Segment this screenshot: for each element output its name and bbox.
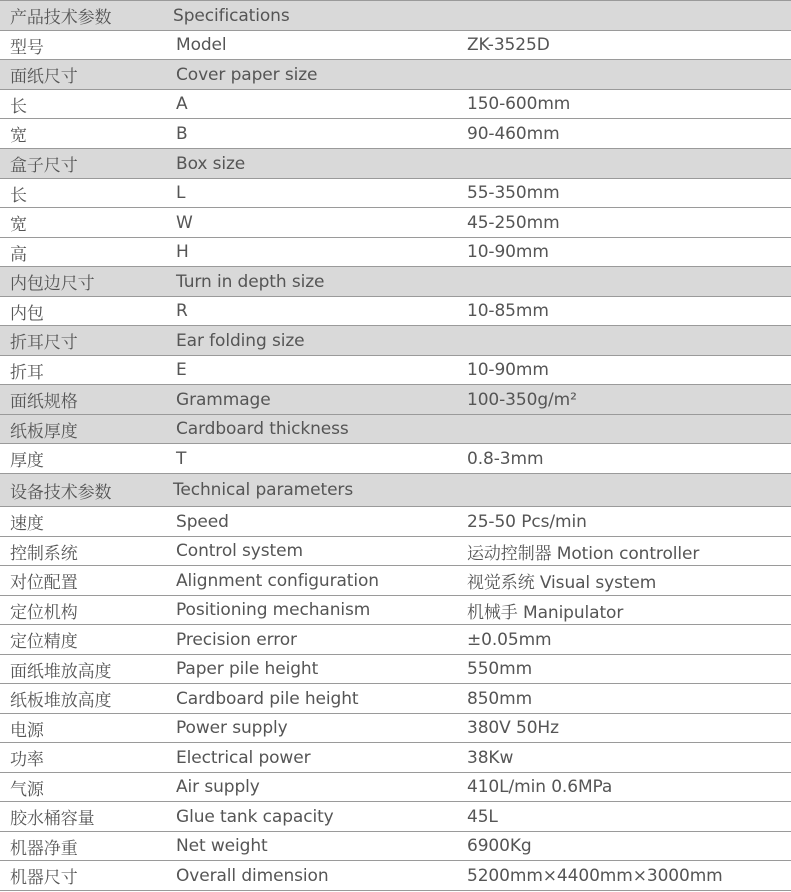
table-row [0,714,791,743]
cell-label-cn: 面纸尺寸 [10,67,78,87]
cell-value: 850mm [467,688,533,709]
table-row [0,31,791,60]
table-row [0,238,791,267]
cell-label-en: Electrical power [176,747,311,768]
cell-label-cn: 气源 [10,779,44,800]
cell-label-cn: 高 [10,244,27,265]
table-row [0,861,791,891]
table-section-row [0,326,791,356]
table-row [0,684,791,714]
cell-value: 10-90mm [467,242,549,262]
cell-label-en: Paper pile height [176,659,319,679]
cell-label-en: Net weight [176,836,268,856]
cell-label-cn: 折耳尺寸 [10,333,78,353]
table-section-row [0,0,791,31]
cell-label-cn: 纸板堆放高度 [10,691,112,711]
cell-label-cn: 长 [10,185,27,206]
cell-label-cn: 折耳 [10,362,44,383]
cell-label-cn: 定位机构 [10,602,78,623]
cell-label-cn: 纸板厚度 [10,421,78,442]
cell-label-cn: 电源 [10,720,44,741]
table-section-row [0,149,791,179]
cell-value: 100-350g/m² [467,389,577,410]
cell-label-cn: 内包 [10,303,44,324]
cell-value: 150-600mm [467,94,571,114]
cell-label-cn: 面纸堆放高度 [10,661,112,682]
cell-label-en: Box size [176,153,246,174]
table-row [0,119,791,149]
cell-value: 55-350mm [467,183,560,203]
table-section-row [0,60,791,90]
cell-label-en: Turn in depth size [176,271,325,292]
cell-value: 5200mm×4400mm×3000mm [467,865,723,886]
cell-value: 视觉系统 Visual system [467,573,657,593]
cell-value: ±0.05mm [467,629,552,650]
cell-label-en: Control system [176,541,303,561]
cell-label-cn: 产品技术参数 [10,8,112,28]
table-row [0,507,791,537]
cell-value: 38Kw [467,747,514,768]
cell-value: 10-85mm [467,301,549,321]
cell-label-en: Grammage [176,389,271,410]
table-row [0,566,791,596]
cell-label-en: Positioning mechanism [176,600,371,620]
cell-value: 550mm [467,659,533,679]
cell-value: 380V 50Hz [467,718,559,738]
cell-label-cn: 控制系统 [10,543,78,564]
cell-label-cn: 盒子尺寸 [10,156,78,176]
cell-value: 25-50 Pcs/min [467,511,587,532]
table-row [0,208,791,238]
cell-label-en: Cardboard pile height [176,688,359,709]
table-row [0,832,791,861]
table-section-row [0,415,791,444]
cell-label-cn: 长 [10,96,27,117]
table-section-row [0,267,791,297]
table-row [0,297,791,326]
cell-value: 90-460mm [467,123,560,144]
table-row [0,802,791,832]
cell-label-en: Ear folding size [176,330,305,351]
cell-label-en: B [176,123,188,144]
cell-value: 45L [467,806,498,827]
cell-label-en: H [176,242,189,262]
cell-label-en: A [176,94,188,114]
cell-label-cn: 面纸规格 [10,392,78,412]
cell-label-cn: 定位精度 [10,632,78,652]
cell-label-en: Specifications [173,5,290,26]
cell-value: 运动控制器 Motion controller [467,543,700,564]
cell-label-en: Cardboard thickness [176,419,349,439]
cell-label-cn: 胶水桶容量 [10,809,95,829]
cell-label-cn: 设备技术参数 [10,482,112,503]
table-row [0,625,791,655]
table-row [0,444,791,474]
cell-label-en: Model [176,35,227,55]
table-row [0,356,791,385]
cell-label-en: Speed [176,511,229,532]
cell-label-en: E [176,360,187,380]
cell-value: 0.8-3mm [467,448,544,469]
cell-label-cn: 厚度 [10,451,44,471]
cell-label-cn: 内包边尺寸 [10,274,95,294]
cell-value: 45-250mm [467,212,560,233]
cell-value: 410L/min 0.6MPa [467,777,613,797]
cell-label-en: Overall dimension [176,865,329,886]
cell-label-cn: 机器尺寸 [10,868,78,888]
cell-label-cn: 宽 [10,215,27,235]
cell-label-cn: 速度 [10,514,44,534]
cell-label-en: W [176,212,193,233]
cell-label-en: Precision error [176,629,297,650]
cell-label-en: L [176,183,186,203]
cell-label-cn: 宽 [10,126,27,146]
table-row [0,537,791,566]
table-row [0,743,791,773]
cell-label-cn: 机器净重 [10,838,78,859]
table-row [0,773,791,802]
cell-label-cn: 型号 [10,37,44,58]
cell-label-en: Cover paper size [176,64,318,85]
cell-value: ZK-3525D [467,35,550,55]
cell-label-en: Technical parameters [173,480,354,500]
cell-value: 10-90mm [467,360,549,380]
cell-label-cn: 功率 [10,750,44,770]
cell-value: 机械手 Manipulator [467,602,624,623]
table-row [0,90,791,119]
cell-label-en: R [176,301,188,321]
cell-value: 6900Kg [467,836,532,856]
cell-label-en: Power supply [176,718,288,738]
cell-label-en: Air supply [176,777,260,797]
table-section-row [0,474,791,507]
table-row [0,179,791,208]
cell-label-en: T [176,448,187,469]
table-row [0,596,791,625]
table-section-row [0,385,791,415]
table-row [0,655,791,684]
cell-label-en: Glue tank capacity [176,806,334,827]
cell-label-en: Alignment configuration [176,570,379,591]
cell-label-cn: 对位配置 [10,573,78,593]
